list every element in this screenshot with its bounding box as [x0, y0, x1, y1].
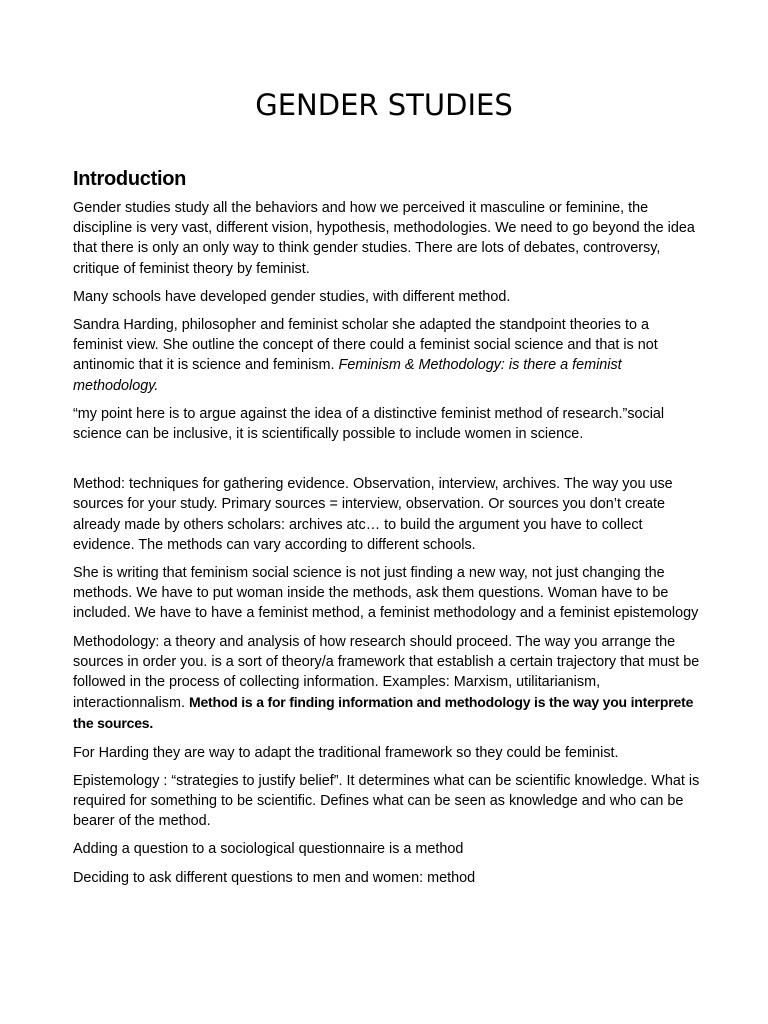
paragraph: Gender studies study all the behaviors and how we perceived it masculine or feminine, the discipline is very vast, different vision, hypothesis, methodologies. We need to go beyond the idea that there is only an only way to think gender studies. There are lots of debates, controversy, critique of feminist theory by feminist.	[73, 200, 695, 277]
paragraph-methodology	[73, 632, 701, 735]
paragraph: Deciding to ask different questions to men and women: method	[73, 869, 476, 886]
bold-emphasis: Method is a for finding information and methodology is the way you interprete the sources.	[73, 694, 694, 732]
paragraph: For Harding they are way to adapt the traditional framework so they could be feminist.	[73, 744, 619, 761]
paragraph: Epistemology : “strategies to justify belief”. It determines what can be scientific knowledge. What is required for something to be scientific. Defines what can be seen as knowledge and who can be bearer of the method.	[73, 772, 700, 830]
italic-citation: Feminism & Methodology: is there a feminist methodology.	[73, 357, 622, 394]
paragraph: She is writing that feminism social science is not just finding a new way, not just changing the methods. We have to put woman inside the methods, ask them questions. Woman have to be included. We have to have a feminist method, a feminist methodology and a feminist epistemology	[73, 565, 699, 622]
paragraph-harding	[73, 315, 701, 396]
quote-paragraph: “my point here is to argue against the idea of a distinctive feminist method of research.”social science can be inclusive, it is scientifically possible to include women in science.	[73, 405, 665, 443]
paragraph-text: Sandra Harding, philosopher and feminist scholar she adapted the standpoint theories to a feminist view. She outline the concept of there could a feminist social science and that is not antinomic that it is science and feminism.	[73, 317, 658, 374]
paragraph: Many schools have developed gender studies, with different method.	[73, 288, 511, 305]
paragraph: Adding a question to a sociological questionnaire is a method	[73, 841, 464, 858]
paragraph: Method: techniques for gathering evidence. Observation, interview, archives. The way you use sources for your study. Primary sources = interview, observation. Or sources you don’t create already made by others scholars: archives atc… to build the argument you have to collect evidence. The methods can vary according to different schools.	[73, 476, 673, 553]
document-body	[73, 198, 701, 896]
document-title: GENDER STUDIES	[255, 88, 513, 122]
section-heading-introduction: Introduction	[73, 168, 187, 190]
paragraph-text: Methodology: a theory and analysis of how research should proceed. The way you arrange the sources in order you. is a sort of theory/a framework that establish a certain trajectory that must be followed in the process of collecting information. Examples: Marxism, utilitarianism, interactionnalism.	[73, 633, 700, 712]
